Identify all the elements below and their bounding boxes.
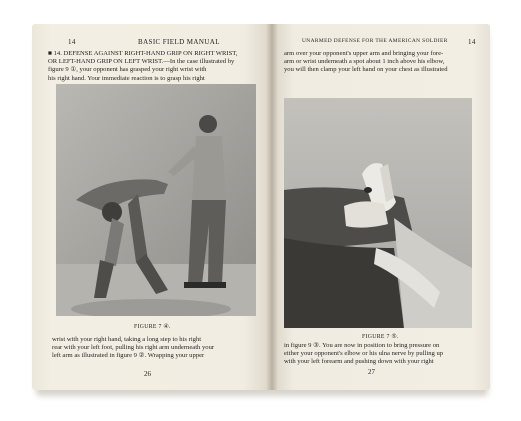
- right-running-title: UNARMED DEFENSE FOR THE AMERICAN SOLDIER: [302, 38, 448, 44]
- text-line: rear with your left foot, pulling his right arm underneath your: [52, 344, 215, 352]
- left-page-number: 26: [144, 370, 151, 378]
- right-top-text: [284, 50, 484, 75]
- right-page-number: 27: [368, 368, 375, 376]
- left-paragraph-heading: [48, 50, 264, 83]
- left-body-text: [52, 336, 264, 361]
- text-line: ■ 14. DEFENSE AGAINST RIGHT-HAND GRIP ON RIGHT WRIST,: [48, 50, 238, 57]
- text-line: his right hand. Your immediate reaction is to grasp his right: [48, 74, 205, 82]
- text-line: you will then clamp your left hand on your chest as illustrated: [284, 66, 448, 74]
- text-line: left arm as illustrated in figure 9 ②. Wrapping your upper: [52, 352, 205, 360]
- photo-illustration: [284, 98, 472, 328]
- text-line: with your left forearm and pushing down with your right: [284, 358, 434, 366]
- left-page: [32, 24, 272, 390]
- right-page: [272, 24, 490, 390]
- right-page-header-number: 14: [468, 38, 476, 46]
- right-figure-caption: FIGURE 7 ⑤.: [362, 334, 399, 340]
- text-line: either your opponent's elbow or his ulna nerve by pulling up: [284, 350, 444, 358]
- text-line: OR LEFT-HAND GRIP ON LEFT WRIST.—In the case illustrated by: [48, 58, 235, 66]
- text-line: arm or wrist underneath a spot about 1 inch above his elbow,: [284, 58, 445, 66]
- photo-illustration: [56, 84, 256, 316]
- text-line: arm over your opponent's upper arm and bringing your fore-: [284, 50, 444, 57]
- left-page-header-number: 14: [68, 38, 76, 46]
- left-running-title: BASIC FIELD MANUAL: [138, 38, 220, 46]
- figure-photo-two-soldiers: [56, 84, 256, 316]
- text-line: wrist with your right hand, taking a long step to his right: [52, 336, 202, 343]
- right-body-text: [284, 342, 486, 367]
- text-line: figure 9 ①, your opponent has grasped your right wrist with: [48, 66, 207, 74]
- text-line: in figure 9 ③. You are now in position to bring pressure on: [284, 342, 440, 349]
- figure-photo-arm-lock: [284, 98, 472, 328]
- book-gutter: [266, 24, 278, 390]
- left-figure-caption: FIGURE 7 ④.: [134, 324, 171, 330]
